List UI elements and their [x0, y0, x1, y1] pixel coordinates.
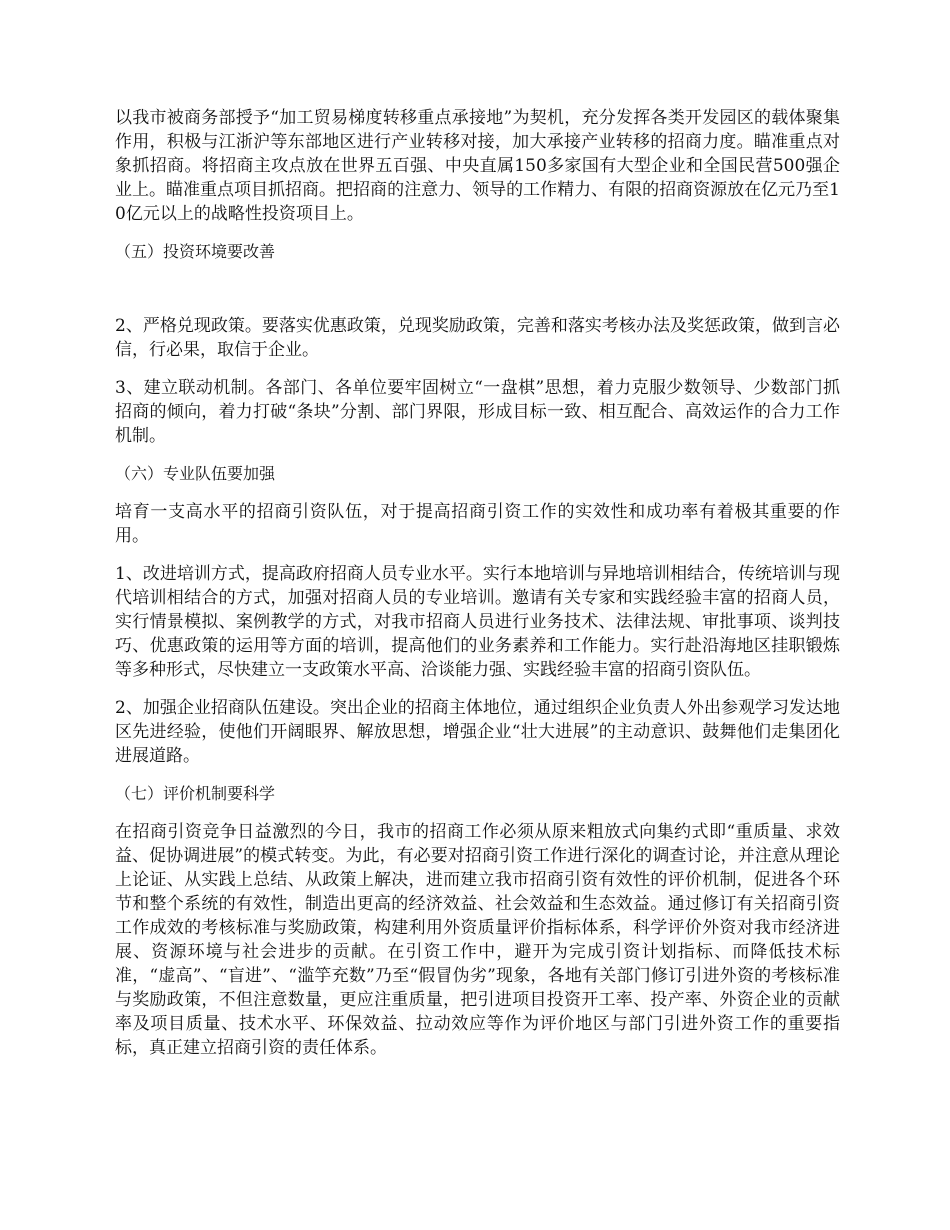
- paragraph-enterprise-team: 2、加强企业招商队伍建设。突出企业的招商主体地位，通过组织企业负责人外出参观学习发达地区先进经验，使他们开阔眼界、解放思想，增强企业“壮大进展”的主动意识、鼓舞他们走集团化进展道路。: [115, 698, 840, 766]
- paragraph-evaluation-mechanism: 在招商引资竞争日益激烈的今日，我市的招商工作必须从原来粗放式向集约式即“重质量、求效益、促协调进展”的模式转变。为此，有必要对招商引资工作进行深化的调查讨论，并注意从理论上论证、从实践上总结、从政策上解决，进而建立我市招商引资有效性的评价机制，促进各个环节和整个系统的有效性，制造出更高的经济效益、社会效益和生态效益。通过修订有关招商引资工作成效的考核标准与奖励政策，构建利用外资质量评价指标体系，科学评价外资对我市经济进展、资源环境与社会进步的贡献。在引资工作中，避开为完成引资计划指标、而降低技术标准，“虚高”、“盲进”、“滥竽充数”乃至“假冒伪劣”现象，各地有关部门修订引进外资的考核标准与奖励政策，不但注意数量，更应注重质量，把引进项目投资开工率、投产率、外资企业的贡献率及项目质量、技术水平、环保效益、拉动效应等作为评价地区与部门引进外资工作的重要指标，真正建立招商引资的责任体系。: [115, 822, 840, 1058]
- section-heading-7: （七）评价机制要科学: [115, 784, 276, 803]
- section-heading-6: （六）专业队伍要加强: [115, 464, 276, 483]
- paragraph-investment-targets: 以我市被商务部授予“加工贸易梯度转移重点承接地”为契机，充分发挥各类开发园区的载体聚集作用，积极与江浙沪等东部地区进行产业转移对接，加大承接产业转移的招商力度。瞄准重点对象抓招商。将招商主攻点放在世界五百强、中央直属150多家国有大型企业和全国民营500强企业上。瞄准重点项目抓招商。把招商的注意力、领导的工作精力、有限的招商资源放在亿元乃至10亿元以上的战略性投资项目上。: [115, 108, 840, 224]
- paragraph-training: 1、改进培训方式，提高政府招商人员专业水平。实行本地培训与异地培训相结合，传统培训与现代培训相结合的方式，加强对招商人员的专业培训。邀请有关专家和实践经验丰富的招商人员，实行情景模拟、案例教学的方式，对我市招商人员进行业务技术、法律法规、审批事项、谈判技巧、优惠政策的运用等方面的培训，提高他们的业务素养和工作能力。实行赴沿海地区挂职锻炼等多种形式，尽快建立一支政策水平高、洽谈能力强、实践经验丰富的招商引资队伍。: [115, 564, 840, 680]
- paragraph-policy-fulfillment: 2、严格兑现政策。要落实优惠政策，兑现奖励政策，完善和落实考核办法及奖惩政策，做到言必信，行必果，取信于企业。: [115, 316, 840, 360]
- paragraph-team-intro: 培育一支高水平的招商引资队伍，对于提高招商引资工作的实效性和成功率有着极其重要的作用。: [115, 502, 840, 546]
- section-heading-5: （五）投资环境要改善: [115, 242, 276, 261]
- document-body: [115, 106, 840, 1074]
- blank-gap: [115, 278, 840, 314]
- paragraph-linkage-mechanism: 3、建立联动机制。各部门、各单位要牢固树立“一盘棋”思想，着力克服少数领导、少数部门抓招商的倾向，着力打破“条块”分割、部门界限，形成目标一致、相互配合、高效运作的合力工作机制。: [115, 378, 840, 446]
